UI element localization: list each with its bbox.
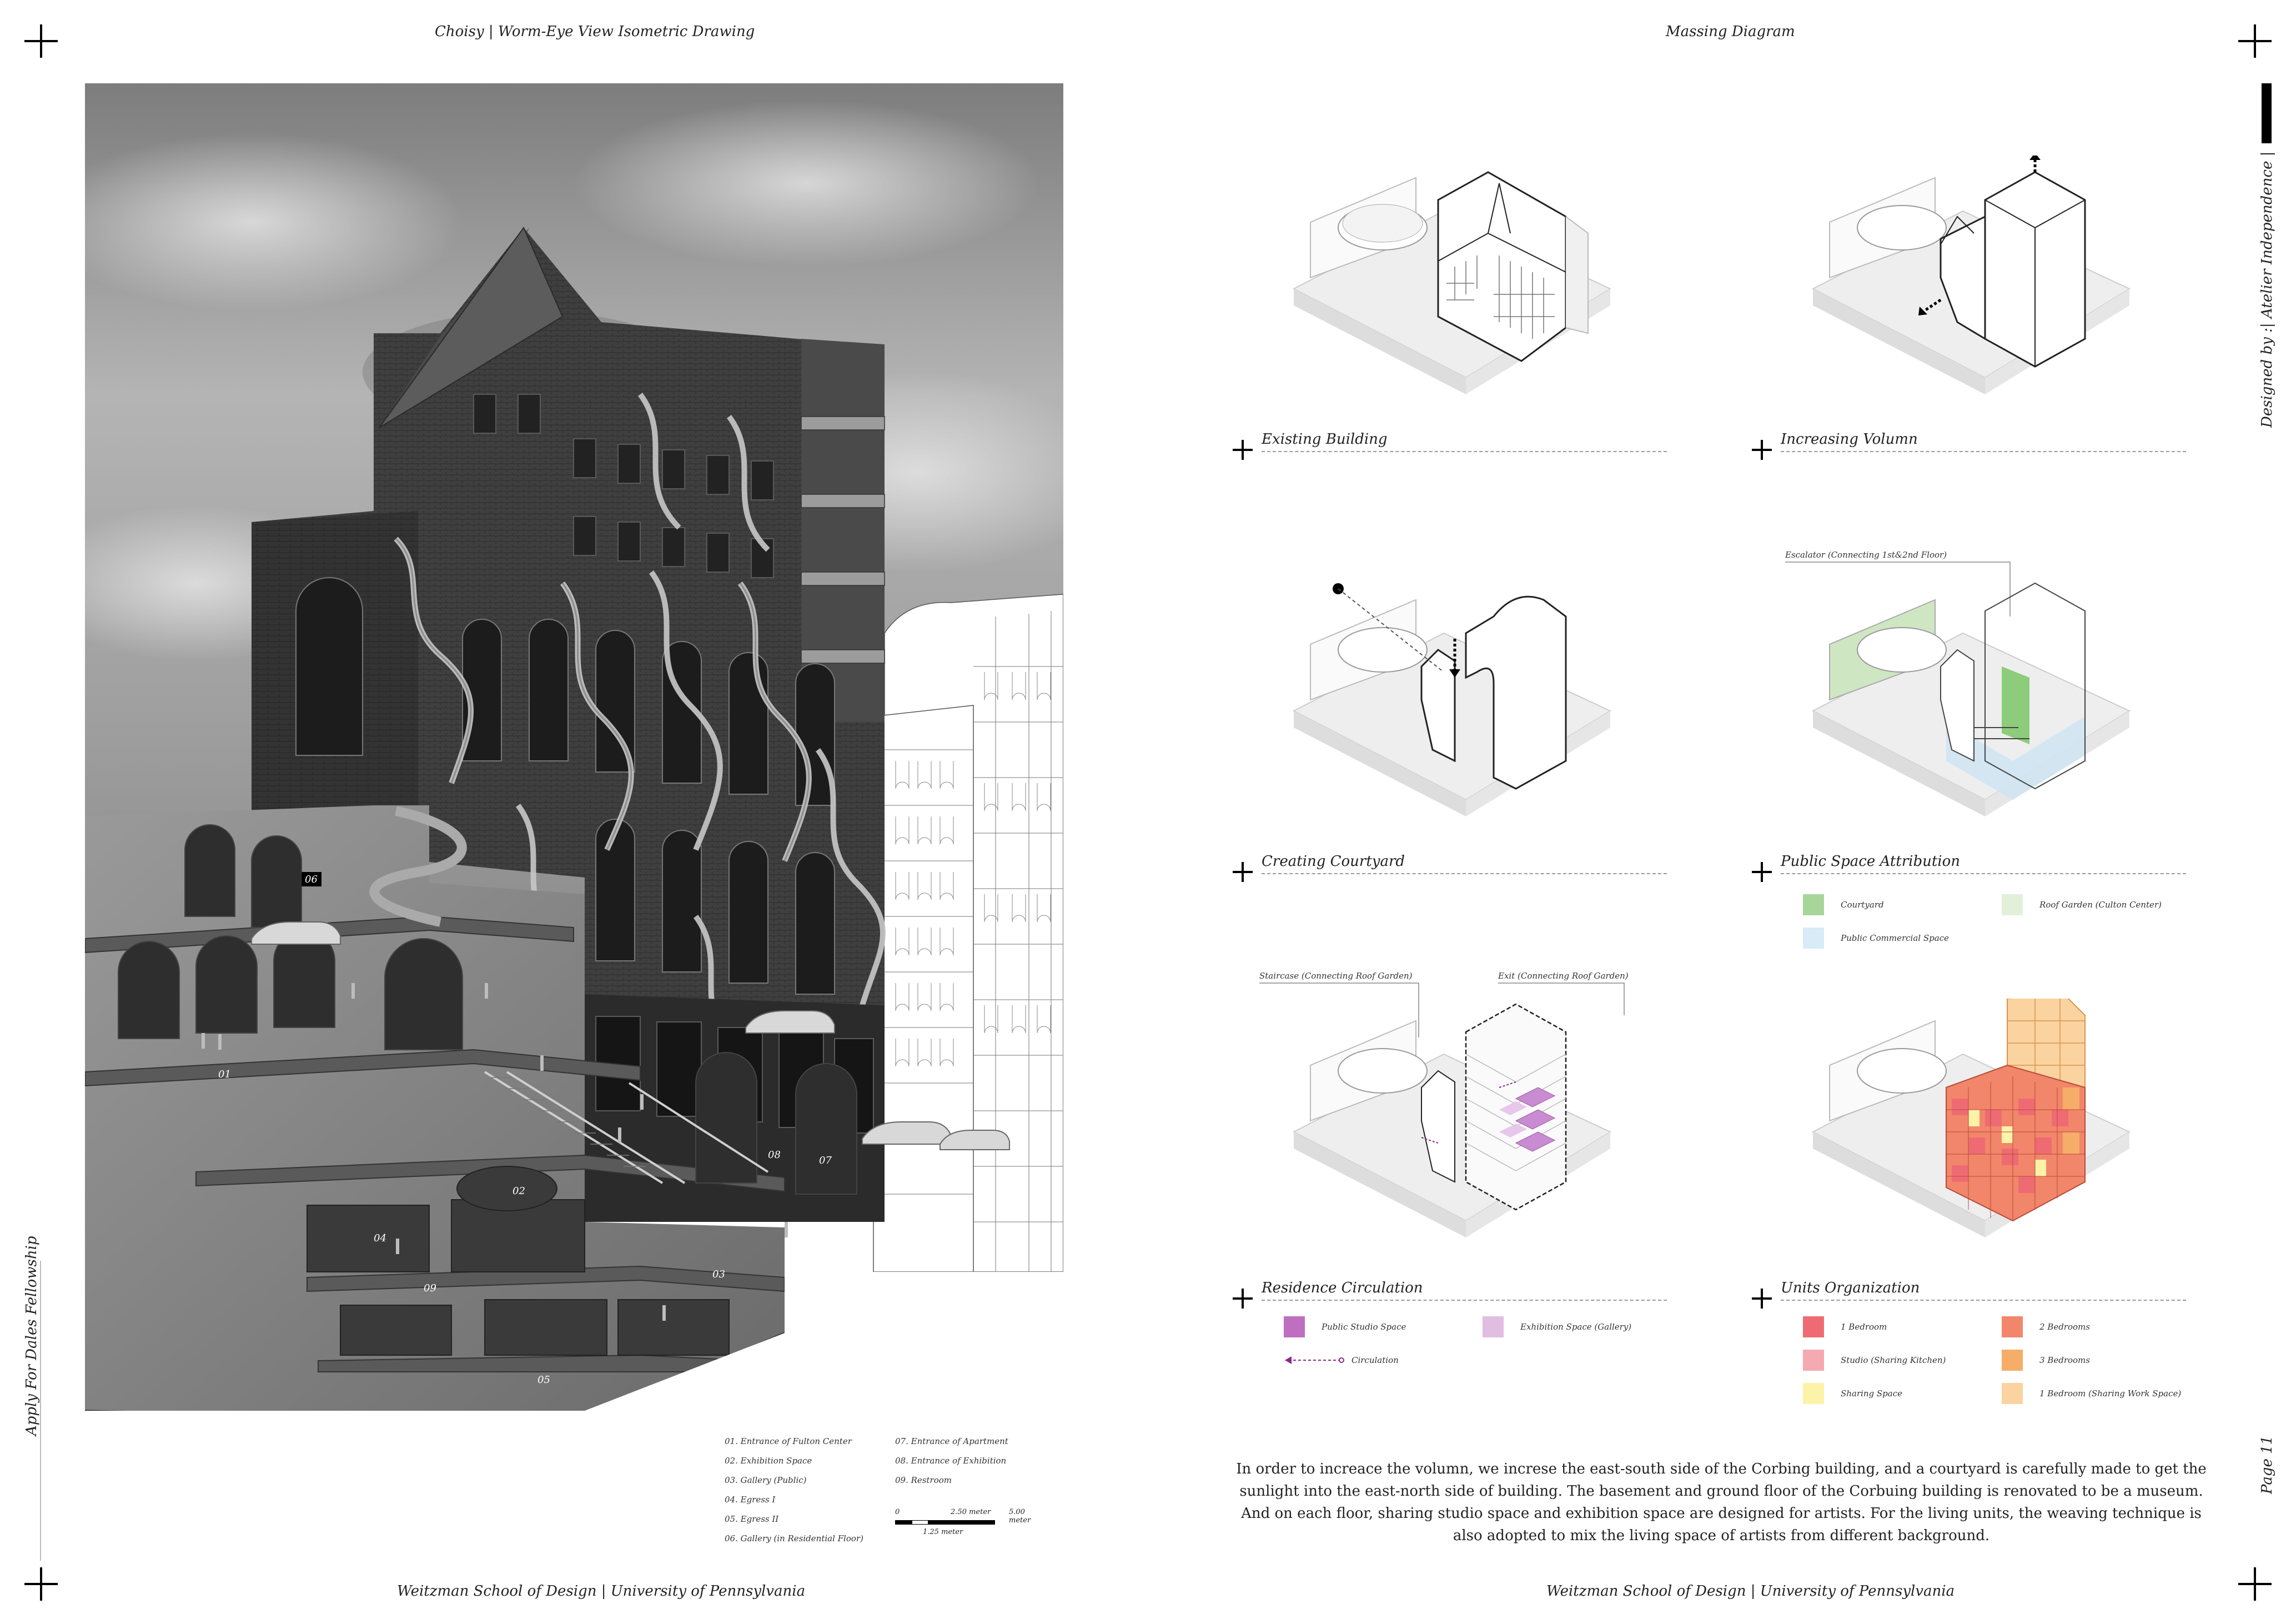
legend-circulation: Circulation xyxy=(1284,1350,1399,1371)
panel-increasing-volumn xyxy=(1752,156,2207,467)
scale-label-max: 5.00 meter xyxy=(1009,1508,1031,1525)
legend-item: 08. Entrance of Exhibition xyxy=(895,1456,1007,1466)
legend-item: 03. Gallery (Public) xyxy=(725,1475,807,1485)
swatch-roof-garden xyxy=(2002,894,2023,915)
legend-studio-sharing-kitchen: Studio (Sharing Kitchen) xyxy=(1803,1350,1946,1371)
drawing-label-05: 05 xyxy=(537,1374,550,1386)
panel-existing-building xyxy=(1233,156,1688,467)
page-number: Page 11 xyxy=(2259,1435,2275,1494)
drawing-label-08: 08 xyxy=(768,1149,781,1161)
panel-rule xyxy=(1781,1300,2186,1301)
residence-circulation-iso xyxy=(1233,971,1688,1282)
legend-item: 04. Egress I xyxy=(725,1495,776,1505)
drawing-label-09: 09 xyxy=(424,1282,436,1294)
legend-2-bedrooms: 2 Bedrooms xyxy=(2002,1316,2090,1337)
legend-item: 07. Entrance of Apartment xyxy=(895,1436,1008,1446)
panel-title: Public Space Attribution xyxy=(1781,853,1961,870)
swatch-studio xyxy=(1803,1350,1824,1371)
swatch-1-bedroom-work xyxy=(2002,1383,2023,1404)
panel-residence-circulation xyxy=(1233,971,1688,1382)
swatch-2-bedrooms xyxy=(2002,1316,2023,1337)
legend-item: 06. Gallery (in Residential Floor) xyxy=(725,1533,863,1543)
drawing-label-06: 06 xyxy=(305,874,318,885)
footer-left: Weitzman School of Design | University of Pennsylvania xyxy=(397,1583,806,1600)
crop-mark-bottom-left xyxy=(24,1567,58,1601)
legend-public-studio: Public Studio Space xyxy=(1284,1316,1406,1337)
footer-right: Weitzman School of Design | University of Pennsylvania xyxy=(1546,1583,1955,1600)
swatch-1-bedroom xyxy=(1803,1316,1824,1337)
panel-rule xyxy=(1262,873,1667,874)
panel-title: Creating Courtyard xyxy=(1262,853,1405,870)
panel-public-space-attribution xyxy=(1752,550,2207,994)
scale-label-zero: 0 xyxy=(895,1508,900,1516)
increasing-volumn-iso xyxy=(1774,156,2163,422)
panel-rule xyxy=(1262,1300,1667,1301)
swatch-courtyard xyxy=(1803,894,1824,915)
swatch-sharing-space xyxy=(1803,1383,1824,1404)
legend-public-commercial: Public Commercial Space xyxy=(1803,928,1949,949)
panel-rule xyxy=(1781,451,2186,452)
crop-mark-bottom-right xyxy=(2238,1567,2272,1601)
scale-label-sub: 1.25 meter xyxy=(923,1528,963,1536)
legend-item: 05. Egress II xyxy=(725,1514,779,1524)
drawing-label-07: 07 xyxy=(819,1155,832,1166)
drawing-label-04: 04 xyxy=(374,1232,386,1244)
panel-title: Residence Circulation xyxy=(1262,1280,1423,1296)
header-right-title: Massing Diagram xyxy=(1666,23,1795,40)
circulation-arrow-icon xyxy=(1284,1350,1346,1371)
callout-escalator: Escalator (Connecting 1st&2nd Floor) xyxy=(1785,550,1947,560)
legend-item: 02. Exhibition Space xyxy=(725,1456,812,1466)
scale-bar xyxy=(895,1508,1031,1547)
legend-roof-garden: Roof Garden (Culton Center) xyxy=(2002,894,2162,915)
panel-cross-icon xyxy=(1752,440,1772,460)
callout-exit: Exit (Connecting Roof Garden) xyxy=(1498,971,1629,981)
legend-courtyard: Courtyard xyxy=(1803,894,1884,915)
swatch-exhibition-gallery xyxy=(1483,1316,1504,1337)
swatch-public-commercial xyxy=(1803,928,1824,949)
swatch-public-studio xyxy=(1284,1316,1305,1337)
swatch-3-bedrooms xyxy=(2002,1350,2023,1371)
legend-item: 01. Entrance of Fulton Center xyxy=(725,1436,852,1446)
panel-title: Increasing Volumn xyxy=(1781,431,1918,448)
crop-mark-top-left xyxy=(24,24,58,58)
panel-cross-icon xyxy=(1233,440,1253,460)
legend-exhibition-gallery: Exhibition Space (Gallery) xyxy=(1483,1316,1631,1337)
legend-column-2 xyxy=(895,1432,1008,1490)
panel-title: Units Organization xyxy=(1781,1280,1920,1296)
panel-creating-courtyard xyxy=(1233,578,1688,889)
panel-cross-icon xyxy=(1233,1289,1253,1309)
black-bar-marker xyxy=(2262,83,2272,143)
public-space-iso xyxy=(1752,550,2207,861)
scale-label-mid: 2.50 meter xyxy=(951,1508,991,1516)
units-organization-iso xyxy=(1752,999,2207,1287)
worm-eye-isometric-drawing xyxy=(85,83,1063,1411)
legend-column-1 xyxy=(725,1432,863,1548)
panel-units-organization xyxy=(1752,999,2207,1410)
legend-1-bedroom: 1 Bedroom xyxy=(1803,1316,1887,1337)
creating-courtyard-iso xyxy=(1255,578,1644,844)
header-left-title: Choisy | Worm-Eye View Isometric Drawing xyxy=(435,23,755,40)
neighbour-building-linework xyxy=(873,594,1063,1272)
legend-item: 09. Restroom xyxy=(895,1475,952,1485)
drawing-label-02: 02 xyxy=(513,1185,525,1197)
panel-rule xyxy=(1781,873,2186,874)
side-title-left: Apply For Dales Fellowship xyxy=(23,1236,40,1436)
description-paragraph: In order to increace the volumn, we increse the east-south side of the Corbing building, and a courtyard is carefully made to get the sunlight into the east-north side of building. The basement and ground floor of the Corbuing building is renovated to be a museum. And on each floor, sharing studio space and exhibition space are designed for artists. For the living units, the weaving technique is also adopted to mix the living space of artists from different background. xyxy=(1236,1461,2207,1544)
legend-1-bedroom-sharing-work: 1 Bedroom (Sharing Work Space) xyxy=(2002,1383,2181,1404)
legend-3-bedrooms: 3 Bedrooms xyxy=(2002,1350,2090,1371)
panel-cross-icon xyxy=(1752,862,1772,882)
drawing-label-01: 01 xyxy=(218,1069,231,1080)
legend-sharing-space: Sharing Space xyxy=(1803,1383,1902,1404)
existing-building-iso xyxy=(1255,156,1644,422)
panel-cross-icon xyxy=(1752,1289,1772,1309)
side-title-right: Designed by :| Atelier Independence | xyxy=(2259,151,2275,428)
panel-title: Existing Building xyxy=(1262,431,1388,448)
callout-staircase: Staircase (Connecting Roof Garden) xyxy=(1259,971,1413,981)
crop-mark-top-right xyxy=(2238,24,2272,58)
side-rule-left xyxy=(40,1261,41,1561)
panel-rule xyxy=(1262,451,1667,452)
drawing-label-03: 03 xyxy=(712,1269,725,1280)
panel-cross-icon xyxy=(1233,862,1253,882)
